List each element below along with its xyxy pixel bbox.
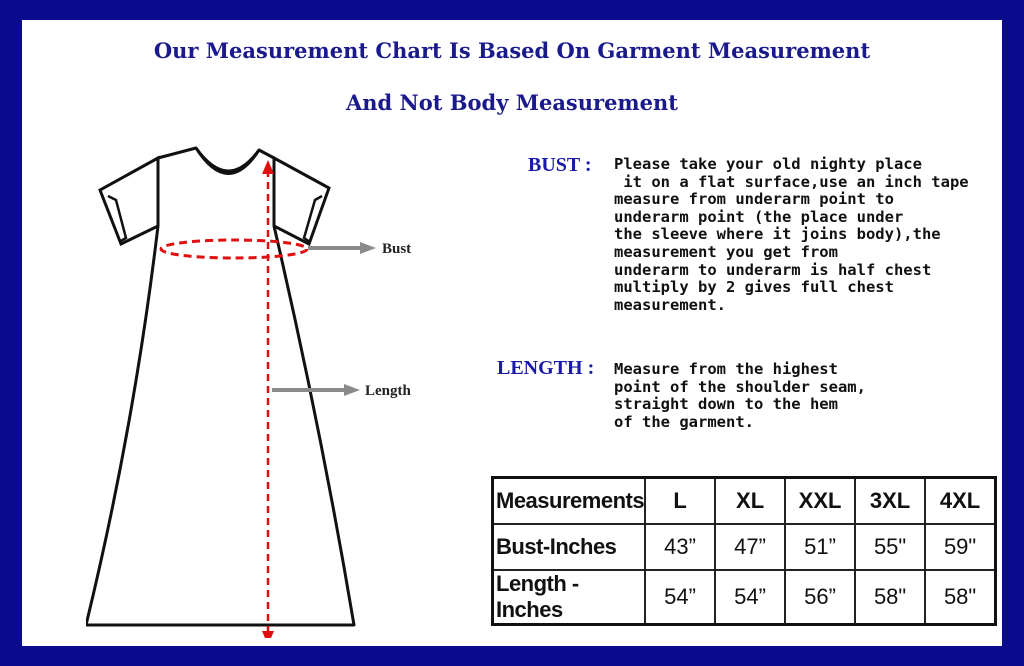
bust-heading: BUST : bbox=[528, 154, 592, 176]
left-sleeve bbox=[100, 158, 158, 244]
nighty-diagram bbox=[86, 138, 446, 638]
table-cell: 58" bbox=[925, 570, 996, 625]
table-row-length bbox=[493, 570, 996, 625]
table-cell: 54” bbox=[715, 570, 785, 625]
chart-panel bbox=[22, 20, 1002, 646]
length-pointer-head bbox=[344, 384, 360, 396]
page-title-line-2: And Not Body Measurement bbox=[345, 90, 678, 115]
header-cell-4xl: 4XL bbox=[925, 478, 996, 525]
right-sleeve bbox=[274, 158, 329, 244]
header-cell-xl: XL bbox=[715, 478, 785, 525]
row-label-length: Length - Inches bbox=[493, 570, 646, 625]
page-title-line-1: Our Measurement Chart Is Based On Garment Measurement bbox=[153, 38, 871, 63]
length-pointer-label: Length bbox=[365, 383, 411, 399]
header-cell-xxl: XXL bbox=[785, 478, 855, 525]
table-cell: 55" bbox=[855, 524, 925, 570]
table-cell: 51” bbox=[785, 524, 855, 570]
table-cell: 56” bbox=[785, 570, 855, 625]
row-label-bust: Bust-Inches bbox=[493, 524, 646, 570]
bust-pointer-head bbox=[360, 242, 376, 254]
table-cell: 47” bbox=[715, 524, 785, 570]
header-cell-3xl: 3XL bbox=[855, 478, 925, 525]
size-chart-table bbox=[491, 476, 997, 626]
header-cell-measurements: Measurements bbox=[493, 478, 646, 525]
length-arrow-bottom bbox=[262, 631, 274, 638]
length-instructions: Measure from the highest point of the shoulder seam, straight down to the hem of the garment. bbox=[614, 360, 866, 431]
table-cell: 43” bbox=[645, 524, 715, 570]
length-heading: LENGTH : bbox=[497, 357, 595, 379]
table-cell: 58" bbox=[855, 570, 925, 625]
header-cell-l: L bbox=[645, 478, 715, 525]
bust-pointer-label: Bust bbox=[382, 241, 412, 257]
table-cell: 59" bbox=[925, 524, 996, 570]
bust-instructions: Please take your old nighty place it on a flat surface,use an inch tape measure from underarm point to underarm point (the place under the sleeve where it joins body),the measurement you get from underarm to underarm is half chest multiply by 2 gives full chest measurement. bbox=[614, 155, 969, 314]
table-cell: 54” bbox=[645, 570, 715, 625]
table-row-bust bbox=[493, 524, 996, 570]
table-header-row bbox=[493, 478, 996, 525]
